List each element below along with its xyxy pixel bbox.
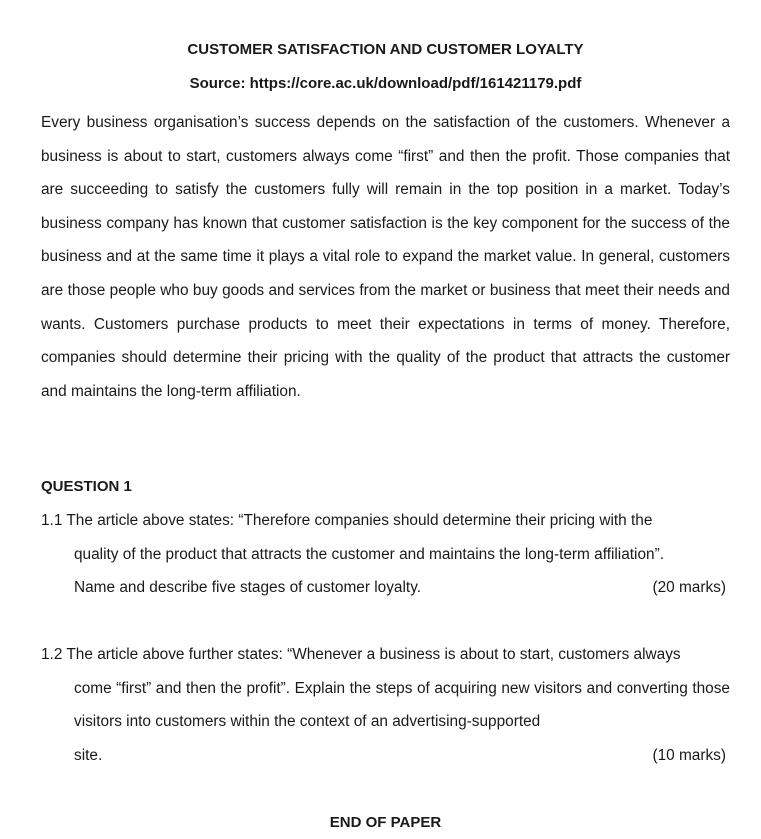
question-1-2-last-row (41, 739, 730, 773)
intro-paragraph: Every business organisation’s success depends on the satisfaction of the customers. Whenever a business is about to start, customers always come “first” and then the profit. Those companies that are succeeding to satisfy the customers fully will remain in the top position in a market. Today’s business company has known that customer satisfaction is the key component for the success of the business and at the same time it plays a vital role to expand the market value. In general, customers are those people who buy goods and services from the market or business that meet their needs and wants. Customers purchase products to meet their expectations in terms of money. Therefore, companies should determine their pricing with the quality of the product that attracts the customer and maintains the long-term affiliation. (41, 114, 730, 400)
end-of-paper: END OF PAPER (329, 814, 442, 831)
question-1-2 (41, 638, 730, 772)
question-1-2-last-line: site. (74, 746, 103, 764)
question-1-1-last-row (41, 571, 730, 605)
question-1-1-marks: (20 marks) (652, 579, 726, 597)
document-title: CUSTOMER SATISFACTION AND CUSTOMER LOYALTY (187, 41, 584, 58)
question-1-1 (41, 504, 730, 605)
question-1-2-middle: come “first” and then the profit”. Explain the steps of acquiring new visitors and converting those visitors into customers within the context of an advertising-supported (74, 679, 730, 731)
question-1-1-last-line: Name and describe five stages of customer loyalty. (74, 579, 422, 597)
question-1-2-first-line: 1.2 The article above further states: “Whenever a business is about to start, customers always (41, 646, 681, 663)
source-citation: Source: https://core.ac.uk/download/pdf/161421179.pdf (189, 75, 582, 92)
question-1-1-middle: quality of the product that attracts the customer and maintains the long-term affiliation”. (74, 545, 664, 563)
question-1-1-first-line: 1.1 The article above states: “Therefore companies should determine their pricing with the (41, 512, 653, 529)
question-1-2-marks: (10 marks) (652, 746, 726, 764)
question-heading: QUESTION 1 (41, 478, 132, 495)
